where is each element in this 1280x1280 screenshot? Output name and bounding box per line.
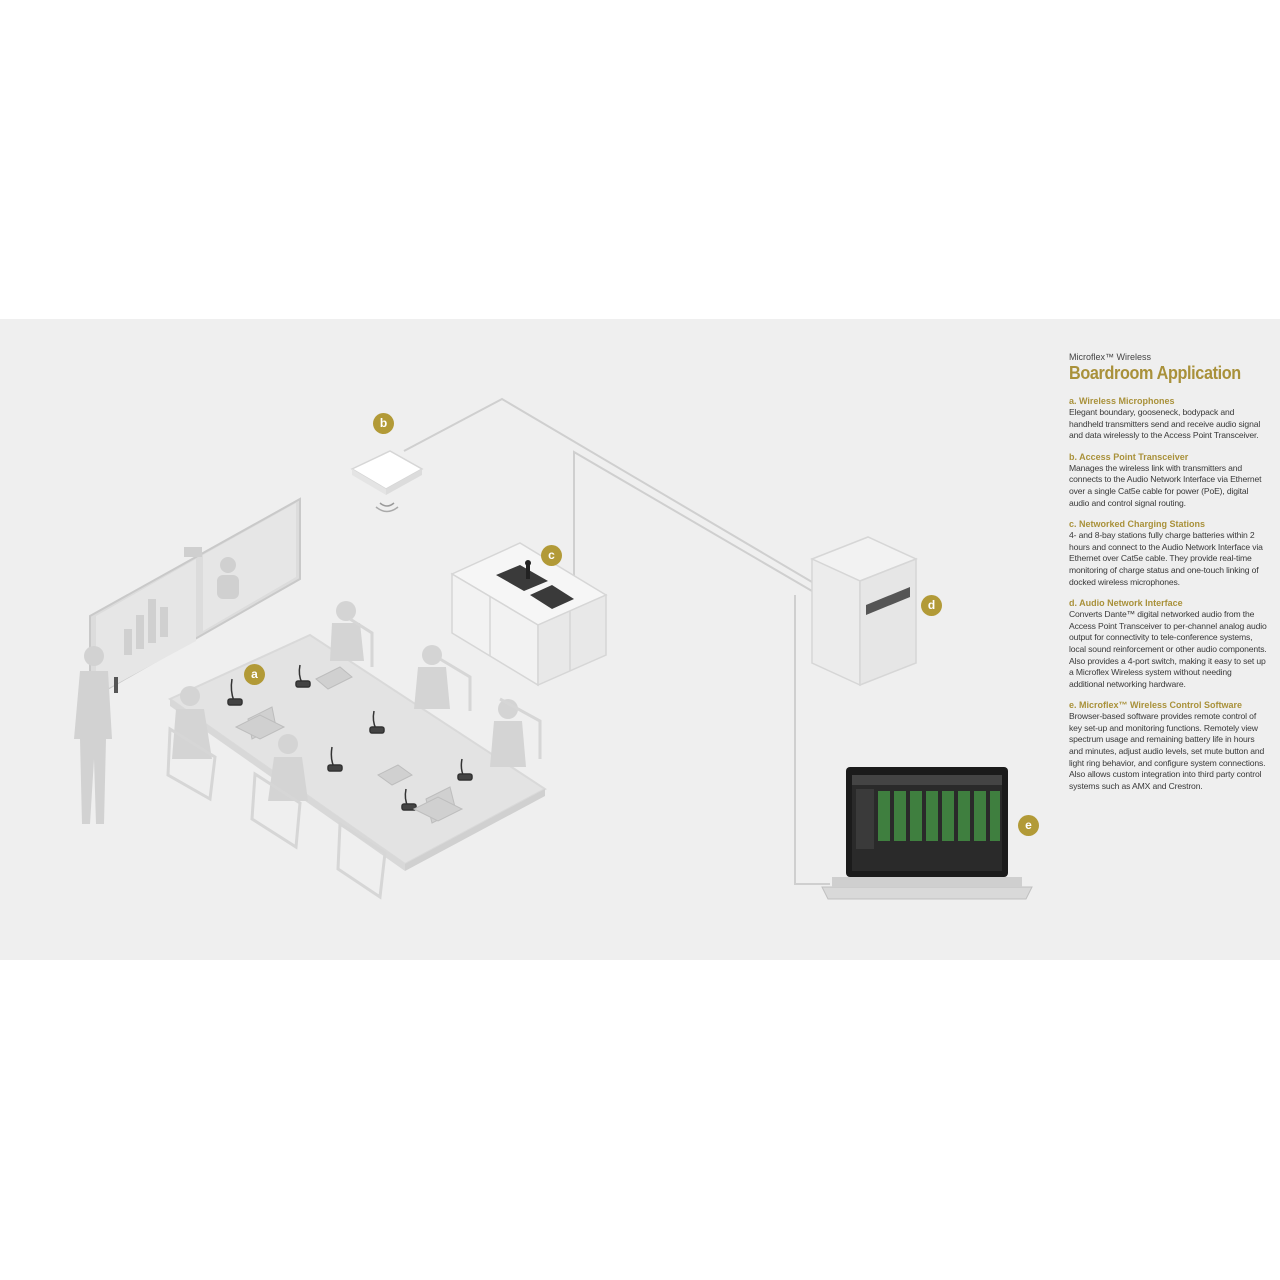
diagram-panel (0, 319, 1280, 960)
section-heading: d. Audio Network Interface (1069, 598, 1183, 609)
access-point-device (352, 451, 422, 512)
section-heading: a. Wireless Microphones (1069, 396, 1175, 406)
brand-line: Microflex™ Wireless (1069, 352, 1152, 362)
legend-column (1069, 352, 1269, 802)
section-heading: e. Microflex™ Wireless Control Software (1069, 700, 1242, 711)
section-access-point-transceiver (1069, 452, 1269, 509)
badge-d: d (921, 595, 942, 616)
page-title: Boardroom Application (1069, 363, 1241, 383)
badge-a: a (244, 664, 265, 685)
badge-b: b (373, 413, 394, 434)
section-heading: b. Access Point Transceiver (1069, 451, 1189, 462)
section-body: Converts Dante™ digital networked audio from the Access Point Transceiver to per-channel analog audio output for connectivity to tele-conference systems, local sound reinforcement or other audio components. Also provides a 4-port switch, making it easy to set up a Microflex Wireless system without needing additional networking hardware. (1069, 609, 1267, 689)
section-body: Elegant boundary, gooseneck, bodypack and handheld transmitters send and receive audio signal and data wirelessly to the Access Point Transceiver. (1069, 407, 1261, 441)
section-networked-charging-stations (1069, 519, 1269, 588)
section-audio-network-interface (1069, 598, 1269, 690)
network-interface-cabinet (812, 537, 916, 685)
section-wireless-microphones (1069, 396, 1269, 442)
section-heading: c. Networked Charging Stations (1069, 519, 1206, 530)
section-body: Browser-based software provides remote control of key set-up and monitoring functions. Remotely view spectrum usage and remaining battery life in hours and minutes, adjust audio levels, set mute button and light ring behavior, and configure system connections. Also allows custom integration into third party control systems such as AMX and Crestron. (1069, 711, 1266, 791)
badge-e: e (1018, 815, 1039, 836)
section-body: 4- and 8-bay stations fully charge batteries within 2 hours and connect to the Audio Network Interface via Ethernet over Cat5e cable. They provide real-time monitoring of charge status and one-touch linking of docked wireless microphones. (1069, 530, 1263, 587)
section-control-software (1069, 700, 1269, 792)
section-body: Manages the wireless link with transmitters and connects to the Audio Network Interface via Ethernet over a single Cat5e cable for power (PoE), digital audio and control signal routing. (1069, 462, 1262, 508)
badge-c: c (541, 545, 562, 566)
control-laptop (822, 767, 1032, 899)
